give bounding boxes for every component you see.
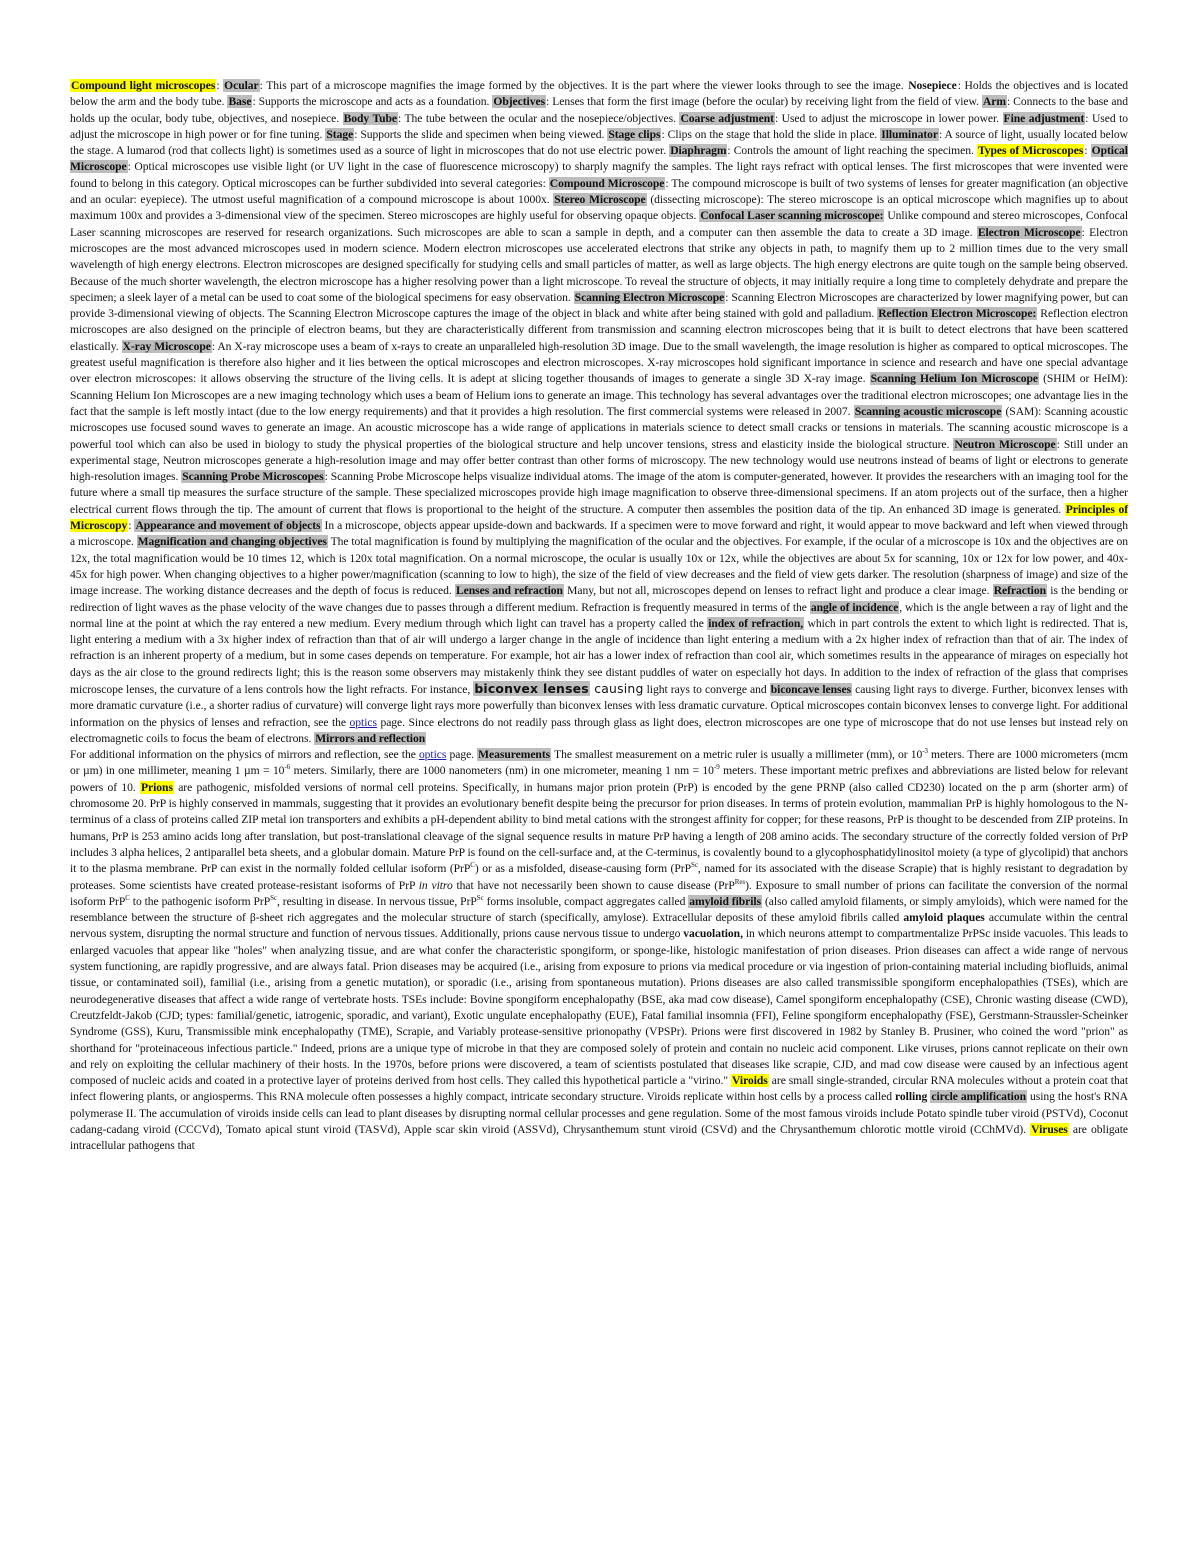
term-arm: Arm	[982, 95, 1006, 109]
text-optics-2: page.	[446, 748, 478, 762]
term-scanning-acoustic-microscope: Scanning acoustic microscope	[854, 404, 1002, 418]
superscript: Sc	[690, 861, 698, 870]
text-measurements-2: meters. There are 1000 micrometers (mcm or µm) in one millimeter, meaning 1 µm = 10	[70, 748, 1128, 778]
optics-link[interactable]: optics	[349, 715, 377, 729]
text-stage-clips: : Clips on the stage that hold the slide in place.	[661, 127, 881, 141]
text-optical-microscope: : Optical microscopes use visible light (or UV light in the case of fluorescence microscopy) to sharply magnify the samples. The light rays refract with optical lenses. The first microscopes that were invented were found to belong in this category. Optical microscopes can be further subdivided into several categories:	[70, 160, 1128, 190]
term-magnification: Magnification and changing objectives	[137, 535, 327, 549]
text-ocular: : This part of a microscope magnifies the image formed by the objectives. It is the part where the viewer looks through to see the image.	[259, 79, 908, 92]
term-circle-amplification: circle amplification	[931, 1090, 1026, 1104]
term-confocal-microscope: Confocal Laser scanning microscope:	[700, 209, 884, 223]
text-amyloid-fibrils: (also called amyloid filaments, or simply amyloids), which were named for the resemblance between the structure of β-sheet rich aggregates and the molecular structure of starch (specifically, amylose). Extracellular deposits of these amyloid fibrils called	[70, 894, 1128, 925]
text-prions-8: forms insoluble, compact aggregates called	[483, 894, 689, 908]
text-prions-1: are pathogenic, misfolded versions of normal cell proteins. Specifically, in humans major prion protein (PrP) is encoded by the gene PRNP (also called CD230) located on the p arm (shorter arm) of chromosome 20. PrP is highly conserved in mammals, suggesting that it provides an evolutionary benefit despite being the precursor for prion diseases. In terms of protein evolution, mammalian PrP is highly homologous to the N-terminus of a class of proteins called ZIP metal ion transporters and exhibits a pH-dependent ability to bind metal cations with the strongest affinity for copper; for these reasons, PrP is thought to be descended from ZIP proteins. In humans, PrP is 253 amino acids long after translation, but post-translational cleavage of the signal sequence results in mature PrP having a length of 208 amino acids. The secondary structure of the correctly folded version of PrP includes 3 alpha helices, 2 antiparallel beta sheets, and a globular domain. Mature PrP is found on the cell-surface and, at the C-terminus, is covalently bound to a glycophosphatidylinositol moiety (a type of glycolipid) that anchors it to the plasma membrane. PrP can exist in the normally folded cellular isoform (PrP	[70, 780, 1128, 876]
heading-types-of-microscopes: Types of Microscopes	[977, 144, 1084, 158]
term-appearance-movement: Appearance and movement of objects	[135, 519, 321, 533]
text-coarse-adjustment: : Used to adjust the microscope in lower power.	[774, 111, 1003, 125]
term-stage-clips: Stage clips	[608, 127, 661, 141]
text-viruses: are obligate intracellular pathogens that	[70, 1123, 1128, 1153]
term-angle-of-incidence: angle of incidence	[810, 600, 899, 614]
superscript: Sc	[476, 893, 484, 902]
superscript: C	[125, 893, 130, 902]
text-prions-4: that have not necessarily been shown to cause disease (PrP	[452, 878, 735, 892]
text-arm: : Connects to the base and holds up the ocular, body tube, objectives, and nosepiece.	[70, 95, 1128, 125]
text-confocal-microscope: Unlike compound and stereo microscopes, Confocal Laser scanning microscopes are reserved for research organizations. Such microscopes are able to scan a sample in depth, and a computer can then assemble the data to create a 3D image.	[70, 209, 1128, 239]
superscript: -3	[922, 747, 928, 756]
text-types: :	[1084, 144, 1091, 158]
term-scanning-helium-ion-microscope: Scanning Helium Ion Microscope	[870, 372, 1038, 386]
text-biconvex: light rays to converge and	[643, 682, 770, 696]
text-base: : Supports the microscope and acts as a foundation.	[252, 95, 493, 109]
term-reflection-electron-microscope: Reflection Electron Microscope:	[878, 307, 1037, 321]
text-vacuolation: in which neurons attempt to compartmentalize PrPSc inside vacuoles. This leads to enlarged vacuoles that appear like "holes" when analyzing tissue, and are what confer the characteristic spongiform, or sponge-like, histologic manifestation of prion diseases. Prion diseases can affect a wide range of nervous system functioning, are rapidly progressive, and are always fatal. Prion diseases may be acquired (i.e., arising from exposure to prions via medical procedure or via ingestion of prion-containing material including biofluids, animal tissue, or contaminated soil), familial (i.e., arising from a genetic mutation), or sporadic (i.e., arising from spontaneous mutation). Prions diseases are also called transmissible spongiform encephalopathies (TSEs), which are neurodegenerative diseases that affect a wide range of vertebrate hosts. TSEs include: Bovine spongiform encephalopathy (BSE, aka mad cow disease), Camel spongiform encephalopathy (CSE), Chronic wasting disease (CWD), Creutzfeldt-Jakob (CJD; types: familial/genetic, iatrogenic, sporadic, and variant), Exotic ungulate encephalopathy (EUE), Fatal familial insomnia (FFI), Feline spongiform encephalopathy (FSE), Gerstmann-Straussler-Scheinker Syndrome (GSS), Kuru, Transmissible mink encephalopathy (TME), Scrapie, and Variably protease-sensitive prionopathy (VPSPr). Prions were first discovered in 1982 by Stanley B. Prusiner, who coined the word "prion" as shorthand for "proteinaceous infectious particle." Indeed, prions are a unique type of microbe in that they are composed solely of protein and contain no nucleic acid component. Like viruses, prions cannot replicate on their own and rely on exploiting the cellular machinery of their hosts. In the 1970s, before prions were discovered, a team of scientists postulated that diseases like scrapie, CJD, and mad cow disease were caused by an infectious agent composed of nucleic acids and coated in a protective layer of proteins derived from host cells. They called this hypothetical particle a "virino."	[70, 927, 1128, 1088]
optics-link-2[interactable]: optics	[418, 748, 447, 762]
heading-prions: Prions	[141, 780, 173, 794]
term-lenses-refraction: Lenses and refraction	[455, 584, 563, 598]
superscript: Sc	[270, 893, 277, 902]
heading-viruses: Viruses	[1031, 1123, 1068, 1136]
text-neutron-microscope: : Still under an experimental stage, Neutron microscopes generate a high-resolution image and may offer better contrast than other forms of microscopy. The new technology would use neutrons instead of beams of light or electrons to generate high-resolution images.	[70, 437, 1128, 484]
term-xray-microscope: X-ray Microscope	[122, 339, 211, 353]
text-prions-3: , named for its associated with the disease Scrapie) that is highly resistant to degradation by proteases. Some scientists have created protease-resistant isoforms of PrP	[70, 862, 1129, 892]
text-mirrors: For additional information on the physics of mirrors and reflection, see the	[70, 748, 419, 762]
term-biconcave-lenses: biconcave lenses	[770, 682, 852, 696]
term-diaphragm: Diaphragm	[670, 144, 727, 158]
text-scanning-acoustic-microscope: (SAM): Scanning acoustic microscopes use focused sound waves to generate an image. An acoustic microscope has a wide range of applications in materials science to detect small cracks or tensions in materials. The scanning acoustic microscope is a powerful tool which can also be used in biology to study the physical properties of the biological structure and help uncover tensions, stress and elasticity inside the biological structure.	[70, 404, 1128, 451]
bold-amyloid-plaques: amyloid plaques	[903, 911, 985, 925]
text-circle-amplification: using the host's RNA polymerase II. The accumulation of viroids inside cells can lead to plant diseases by disrupting normal cellular processes and gene regulation. Some of the most famous viroids include Potato spindle tuber viroid (PSTVd), Coconut cadang-cadang viroid (CCCVd), Tomato apical stunt viroid (TASVd), Apple scar skin viroid (ASSVd), Chrysanthemum stunt viroid (CSVd) and the Chrysanthemum chlorotic mottle viroid (CChMVd).	[70, 1090, 1128, 1136]
term-refraction: Refraction	[993, 584, 1046, 598]
text-measurements-4: meters. These important metric prefixes and abbreviations are listed below for relevant powers of 10.	[70, 764, 1129, 794]
text-prions-6: to the pathogenic isoform PrP	[129, 894, 271, 908]
term-stage: Stage	[326, 127, 354, 141]
term-base: Base	[228, 95, 252, 109]
term-illuminator: Illuminator	[881, 127, 939, 141]
text-principles: :	[128, 519, 135, 533]
text-appearance-movement: In a microscope, objects appear upside-down and backwards. If a specimen were to move forward and right, it would appear to move backward and left when viewed through a microscope.	[70, 519, 1128, 549]
term-neutron-microscope: Neutron Microscope	[954, 437, 1056, 451]
bold-vacuolation: vacuolation,	[683, 927, 743, 941]
term-index-of-refraction: index of refraction,	[708, 616, 804, 630]
text-biconcave: causing light rays to diverge. Further, biconvex lenses with more dramatic curvature (i.e., a shorter radius of curvature) will converge light rays more powerfully than biconvex lenses with less dramatic curvature. Optical microscopes contain biconvex lenses to converge light. For additional information on the physics of lenses and refraction, see the	[70, 682, 1128, 729]
text-viroids: are small single-stranded, circular RNA molecules without a protein coat that infect flowering plants, or angiosperms. This RNA molecule often possesses a highly compact, intricate secondary structure. Viroids replicate within host cells by a process called	[70, 1074, 1128, 1104]
text-index-of-refraction: which in part controls the extent to which light is redirected. That is, light entering a medium with a 3x higher index of refraction than that of air will undergo a larger change in the angle of incidence than light entering a medium with a 2x higher index of refraction than that of air. The index of refraction is an inherent property of a medium, but in some cases depends on temperature. For example, hot air has a lower index of refraction than cool air, which sometimes results in the appearance of mirages on especially hot days as the air close to the ground redirects light; this is the reason some observers may mistakenly think they see distant puddles of water on especially hot days. In addition to the index of refraction of the glass that comprises microscope lenses, the curvature of a lens controls how the light refracts. For instance,	[70, 616, 1128, 696]
heading-compound-light-microscopes: Compound light microscopes	[71, 79, 216, 92]
text-optics-1: page. Since electrons do not readily pass through glass as light does, electron microscopes are one type of microscope that do not use lenses but instead rely on electromagnetic coils to focus the beam of electrons.	[70, 715, 1128, 745]
text-prions-5: ). Exposure to small number of prions can facilitate the conversion of the normal isoform PrP	[70, 878, 1128, 908]
text-lenses-refraction: Many, but not all, microscopes depend on lenses to refract light and produce a clear image.	[563, 584, 993, 598]
term-compound-microscope: Compound Microscope	[549, 176, 665, 190]
heading-viroids: Viroids	[732, 1074, 768, 1088]
text-scanning-probe-microscopes: : Scanning Probe Microscope helps visualize individual atoms. The image of the atom is computer-generated, however. It provides the researchers with an imaging tool for the future where a small tip measures the surface structure of the sample. These specialized microscopes provide high image magnification to observe three-dimensional specimens. If an atom projects out of the surface, then a higher electrical current flows through the tip. The amount of current that flows is proportional to the height of the structure. A computer then assembles the position data of the tip. An enhanced 3D image is generated.	[70, 470, 1128, 516]
bold-rolling: rolling	[895, 1090, 928, 1104]
text-stereo-microscope: (dissecting microscope): The stereo microscope is an optical microscope which magnifies up to about maximum 100x and provides a 3-dimensional view of the specimen. Stereo microscopes are highly useful for observing opaque objects.	[70, 193, 1128, 223]
text-xray-microscope: : An X-ray microscope uses a beam of x-rays to create an unparalleled high-resolution 3D image. Due to the small wavelength, the image resolution is higher as compared to optical microscopes. The greatest useful magnification is therefore also higher and it lies between the optical microscopes and electron microscopes. X-ray microscopes hold significant importance in science and research and have one special advantage over electron microscopes: it allows observing the structure of the living cells. It is adept at slicing together thousands of images to generate a single 3D X-ray image.	[70, 339, 1128, 386]
text-objectives: : Lenses that form the first image (before the ocular) by receiving light from the field of view.	[546, 95, 982, 109]
term-coarse-adjustment: Coarse adjustment	[680, 111, 774, 125]
term-nosepiece: Nosepiece	[908, 79, 957, 92]
superscript: -9	[713, 763, 720, 772]
superscript: -6	[284, 763, 291, 772]
text-electron-microscope: : Electron microscopes are the most advanced microscopes used in modern science. Modern electron microscopes use accelerated electrons that strike any objects in path, to magnify them up to 2 million times due to the very small wavelength of high energy electrons. Electron microscopes are designed specifically for studying cells and small particles of matter, as well as large objects. The high energy electrons are quite tough on the sample being observed. Because of the much shorter wavelength, the electron microscope has a higher resolving power than a light microscope. To reveal the structure of objects, it may initially require a long time to completely dehydrate and prepare the specimen; a sleek layer of a metal can be used to coat some of the biological specimens for easy observation.	[70, 225, 1128, 304]
text-measurements-3: meters. Similarly, there are 1000 nanometers (nm) in one micrometer, meaning 1 nm = 10	[290, 764, 714, 778]
text-scanning-electron-microscope: : Scanning Electron Microscopes are characterized by lower magnifying power, but can provide 3-dimensional viewing of objects. The Scanning Electron Microscope captures the image of the object in black and white after being stained with gold and palladium.	[70, 290, 1129, 321]
superscript: Res	[734, 877, 746, 886]
superscript: C	[470, 861, 475, 870]
text-body-tube: : The tube between the ocular and the nosepiece/objectives.	[397, 111, 680, 125]
term-objectives: Objectives	[493, 95, 546, 109]
text-stage: : Supports the slide and specimen when being viewed.	[354, 127, 608, 141]
text-fine-adjustment: : Used to adjust the microscope in high power or for fine tuning.	[70, 111, 1129, 141]
term-ocular: Ocular	[224, 79, 259, 92]
term-optical-microscope: Optical Microscope	[70, 144, 1128, 174]
term-amyloid-fibrils: amyloid fibrils	[689, 894, 762, 908]
text-biconvex-causing: causing	[589, 680, 644, 696]
term-measurements: Measurements	[478, 748, 551, 762]
text-scanning-helium-ion-microscope: (SHIM or HeIM): Scanning Helium Ion Microscopes are a new imaging technology which uses a beam of Helium ions to generate an image. This technology has several advantages over the traditional electron microscopes; one advantage lies in the fact that the sample is left mostly intact (due to the low energy requirements) and that it provides a high resolution. The first commercial systems were released in 2007.	[70, 372, 1128, 418]
text-reflection-electron-microscope: Reflection electron microscopes are also designed on the principle of electron beams, but they are characteristically different from transmission and scanning electron microscopes being that it is built to detect electrons that have been scattered elastically.	[70, 307, 1128, 353]
italic-in-vitro: in vitro	[418, 878, 453, 892]
text-compound-microscope: : The compound microscope is built of two systems of lenses for greater magnification (an objective and an ocular: eyepiece). The utmost useful magnification of a compound microscope is about 1000x.	[70, 176, 1128, 207]
text-magnification: The total magnification is found by multiplying the magnification of the ocular and the objectives. For example, if the ocular of a microscope is 10x and the objectives are on 12x, the total magnification would be 10 times 12, which is 120x total magnification. On a normal microscope, the ocular is usually 10x or 12x, while the objectives are about 5x for scanning, 10x or 12x for low power, and 40x-45x for high power. When changing objectives to a higher power/magnification (scanning to low to high), the size of the field of view decreases and the field of view gets darker. The resolution (sharpness of image) and size of the image increase. The working distance decreases and the depth of focus is reduced.	[70, 535, 1128, 598]
text-prions-2: ) or as a misfolded, disease-causing form (PrP	[474, 862, 691, 876]
heading-principles-of-microscopy: Principles of Microscopy	[70, 502, 1128, 533]
term-stereo-microscope: Stereo Microscope	[554, 193, 646, 207]
term-scanning-electron-microscope: Scanning Electron Microscope	[574, 290, 725, 304]
text-measurements-1: The smallest measurement on a metric ruler is usually a millimeter (mm), or 10	[551, 748, 923, 762]
document-body: Compound light microscopes: Ocular: This part of a microscope magnifies the image formed by the objectives. It is the part where the viewer looks through to see the image. Nosepiece: Holds the objectives and is located below the arm and the body tube. Base: Supports the microscope and acts as a foundation. Objectives: Lenses that form the first image (before the ocular) by receiving light from the field of view. Arm: Connects to the base and holds up the ocular, body tube, objectives, and nosepiece. Body Tube: The tube between the ocular and the nosepiece/objectives. Coarse adjustment: Used to adjust the microscope in lower power. Fine adjustment: Used to adjust the microscope in high power or for fine tuning. Stage: Supports the slide and specimen when being viewed. Stage clips: Clips on the stage that hold the slide in place. Illuminator: A source of light, usually located below the stage. A lumarod (rod that collects light) is sometimes used as a source of light in microscopes that do not use electric power. Diaphragm: Controls the amount of light reaching the specimen. Types of Microscopes: Optical Microscope: Optical microscopes use visible light (or UV light in the case of fluorescence microscopy) to sharply magnify the samples. The light rays refract with optical lenses. The first microscopes that were invented were found to belong in this category. Optical microscopes can be further subdivided into several categories: Compound Microscope: The compound microscope is built of two systems of lenses for greater magnification (an objective and an ocular: eyepiece). The utmost useful magnification of a compound microscope is about 1000x. Stereo Microscope (dissecting microscope): The stereo microscope is an optical microscope which magnifies up to about maximum 100x and provides a 3-dimensional view of the specimen. Stereo microscopes are highly useful for observing opaque objects. Confocal Laser scanning microscope: Unlike compound and stereo microscopes, Confocal Laser scanning microscopes are reserved for research organizations. Such microscopes are able to scan a sample in depth, and a computer can then assemble the data to create a 3D image. Electron Microscope: Electron microscopes are the most advanced microscopes used in modern science. Modern electron microscopes use accelerated electrons that strike any objects in path, to magnify them up to 2 million times due to the very small wavelength of high energy electrons. Electron microscopes are designed specifically for studying cells and small particles of matter, as well as large objects. The high energy electrons are quite tough on the sample being observed. Because of the much shorter wavelength, the electron microscope has a higher resolving power than a light microscope. To reveal the structure of objects, it may initially require a long time to completely dehydrate and prepare the specimen; a sleek layer of a metal can be used to coat some of the biological specimens for easy observation. Scanning Electron Microscope: Scanning Electron Microscopes are characterized by lower magnifying power, but can provide 3-dimensional viewing of objects. The Scanning Electron Microscope captures the image of the object in black and white after being stained with gold and palladium. Reflection Electron Microscope: Reflection electron microscopes are also designed on the principle of electron beams, but they are characteristically different from transmission and scanning electron microscopes being that it is built to detect electrons that have been scattered elastically. X-ray Microscope: An X-ray microscope uses a beam of x-rays to create an unparalleled high-resolution 3D image. Due to the small wavelength, the image resolution is higher as compared to optical microscopes. The greatest useful magnification is therefore also higher and it lies between the optical microscopes and electron microscopes. X-ray microscopes hold significant importance in science and research and have one special advantage over electron microscopes: it allows observing the structure of the living cells. It is adept at slicing together thousands of images to generate a single 3D X-ray image. Scanning Helium Ion Microscope (SHIM or HeIM): Scanning Helium Ion Microscopes are a new imaging technology which uses a beam of Helium ions to generate an image. This technology has several advantages over the traditional electron microscopes; one advantage lies in the fact that the sample is left mostly intact (due to the low energy requirements) and that it provides a high resolution. The first commercial systems were released in 2007. Scanning acoustic microscope (SAM): Scanning acoustic microscopes use focused sound waves to generate an image. An acoustic microscope has a wide range of applications in materials science to detect small cracks or tensions in materials. The scanning acoustic microscope is a powerful tool which can also be used in biology to study the physical properties of the biological structure and help uncover tensions, stress and elasticity inside the biological structure. Neutron Microscope: Still under an experimental stage, Neutron microscopes generate a high-resolution image and may offer better contrast than other forms of microscopy. The new technology would use neutrons instead of beams of light or electrons to generate high-resolution images. Scanning Probe Microscopes: Scanning Probe Microscope helps visualize individual atoms. The image of the atom is computer-generated, however. It provides the researchers with an imaging tool for the future where a small tip measures the surface structure of the sample. These specialized microscopes provide high image magnification to observe three-dimensional specimens. If an atom projects out of the surface, then a higher electrical current flows through the tip. The amount of current that flows is proportional to the height of the structure. A computer then assembles the position data of the tip. An enhanced 3D image is generated. Principles of Microscopy: Appearance and movement of objects In a microscope, objects appear upside-down and backwards. If a specimen were to move forward and right, it would appear to move backward and left when viewed through a microscope. Magnification and changing objectives The total magnification is found by multiplying the magnification of the ocular and the objectives. For example, if the ocular of a microscope is 10x and the objectives are on 12x, the total magnification would be 10 times 12, which is 120x total magnification. On a normal microscope, the ocular is usually 10x or 12x, while the objectives are about 5x for scanning, 10x or 12x for low power, and 40x-45x for high power. When changing objectives to a higher power/magnification (scanning to low to high), the size of the field of view decreases and the field of view gets darker. The resolution (sharpness of image) and size of the image increase. The working distance decreases and the depth of focus is reduced. Lenses and refraction Many, but not all, microscopes depend on lenses to refract light and produce a clear image. Refraction is the bending or redirection of light waves as the phase velocity of the wave changes due to passes through a different medium. Refraction is frequently measured in terms of the angle of incidence, which is the angle between a ray of light and the normal line at the point at which the ray entered a new medium. Every medium through which light can travel has a property called the index of refraction, which in part controls the extent to which light is redirected. That is, light entering a medium with a 3x higher index of refraction than that of air will undergo a larger change in the angle of incidence than light entering a medium with a 2x higher index of refraction than that of air. The index of refraction is an inherent property of a medium, but in some cases depends on temperature. For example, hot air has a lower index of refraction than cool air, which sometimes results in the appearance of mirages on especially hot days as the air close to the ground redirects light; this is the reason some observers may mistakenly think they see distant puddles of water on especially hot days. In addition to the index of refraction of the glass that comprises microscope lenses, the curvature of a lens controls how the light refracts. For instance, biconvex lenses causing light rays to converge and biconcave lenses causing light rays to diverge. Further, biconvex lenses with more dramatic curvature (i.e., a shorter radius of curvature) will converge light rays more powerfully than biconvex lenses with less dramatic curvature. Optical microscopes contain biconvex lenses to converge light. For additional information on the physics of lenses and refraction, see the optics page. Since electrons do not readily pass through glass as light does, electron microscopes are one type of microscope that do not use lenses but instead rely on electromagnetic coils to focus the beam of electrons. Mirrors and reflection For additional information on the physics of mirrors and reflection, see the optics page. Measurements The smallest measurement on a metric ruler is usually a millimeter (mm), or $10^{-3}$ meters. There are 1000 micrometers (mcm or µm) in one millimeter, meaning 1 $\mu m = 10^{-6}$ meters. Similarly, there are 1000 nanometers (nm) in one micrometer, meaning 1 nm = $10^{-9}$ meters. These important metric prefixes and abbreviations are listed below for relevant powers of 10. Prions are pathogenic, misfolded versions of normal cell proteins. Specifically, in humans major prion protein (PrP) is encoded by the gene PRNP (also called CD230) located on the p arm (shorter arm) of chromosome 20. PrP is highly conserved in mammals, suggesting that it provides an evolutionary benefit despite being the precursor for prion diseases. In terms of protein evolution, mammalian PrP is highly homologous to the N-terminus of a class of proteins called ZIP metal ion transporters and exhibits a pH-dependent ability to bind metal cations with the strongest affinity for copper; for these reasons, PrP is thought to be descended from ZIP proteins. In humans, PrP is 253 amino acids long after translation, but post-translational cleavage of the signal sequence results in mature PrP having a length of 208 amino acids. The secondary structure of the correctly folded version of PrP includes 3 alpha helices, 2 antiparallel beta sheets, and a globular domain. Mature PrP is found on the cell-surface and, at the C-terminus, is covalently bound to a glycophosphatidylinositol moiety (a type of glycolipid) that anchors it to the plasma membrane. PrP can exist in the normally folded cellular isoform (PrP$^C$) or as a misfolded, disease-causing form (PrP$^{Sc}$, named for its associated with the disease Scrapie) that is highly resistant to degradation by proteases. Some scientists have created protease-resistant isoforms of PrP in vitro that have not necessarily been shown to cause disease (PrP$^{Res}$). Exposure to small number of prions can facilitate the conversion of the normal isoform PrP$^C$ to the pathogenic isoform PrP$^{Sc}$, resulting in disease. In nervous tissue, PrP$^{Sc}$ forms insoluble, compact aggregates called amyloid fibrils (also called amyloid filaments, or simply amyloids), which were named for the resemblance between the structure of β-sheet rich aggregates and the molecular structure of starch (specifically, amylose). Extracellular deposits of these amyloid fibrils called amyloid plaques accumulate within the central nervous system, disrupting the normal structure and function of nervous tissues. Additionally, prions cause nervous tissue to undergo vacuolation, in which neurons attempt to compartmentalize PrPSc inside vacuoles. This leads to enlarged vacuoles that appear like "holes" when analyzing tissue, and are what confer the characteristic spongiform, or sponge-like, histologic manifestation of prion diseases. Prion diseases can affect a wide range of nervous system functioning, are rapidly progressive, and are always fatal. Prion diseases may be acquired (i.e., arising from exposure to prions via medical procedure or via ingestion of prion-containing material including biofluids, animal tissue, or contaminated soil), familial (i.e., arising from a genetic mutation), or sporadic (i.e., arising from spontaneous mutation). Prions diseases are also called transmissible spongiform encephalopathies (TSEs), which are neurodegenerative diseases that affect a wide range of vertebrate hosts. TSEs include: Bovine spongiform encephalopathy (BSE, aka mad cow disease), Camel spongiform encephalopathy (CSE), Chronic wasting disease (CWD), Creutzfeldt-Jakob (CJD; types: familial/genetic, iatrogenic, sporadic, and variant), Exotic ungulate encephalopathy (EUE), Fatal familial insomnia (FFI), Feline spongiform encephalopathy (FSE), Gerstmann-Straussler-Scheinker Syndrome (GSS), Kuru, Transmissible mink encephalopathy (TME), Scrapie, and Variably protease-sensitive prionopathy (VPSPr). Prions were first discovered in 1982 by Stanley B. Prusiner, who coined the word "prion" as shorthand for "proteinaceous infectious particle." Indeed, prions are a unique type of microbe in that they are composed solely of protein and contain no nucleic acid component. Like viruses, prions cannot replicate on their own and rely on exploiting the cellular machinery of their hosts. In the 1970s, before prions were discovered, a team of scientists postulated that diseases like scrapie, CJD, and mad cow disease were caused by an infectious agent composed of nucleic acids and coated in a protective layer of proteins derived from host cells. They called this hypothetical particle a "virino." Viroids are small single-stranded, circular RNA molecules without a protein coat that infect flowering plants, or angiosperms. This RNA molecule often possesses a highly compact, intricate secondary structure. Viroids replicate within host cells by a process called rolling circle amplification using the host's RNA polymerase II. The accumulation of viroids inside cells can lead to plant diseases by disrupting normal cellular processes and gene regulation. Some of the most famous viroids include Potato spindle tuber viroid (PSTVd), Coconut cadang-cadang viroid (CCCVd), Tomato apical stunt viroid (TASVd), Apple scar skin viroid (ASSVd), Chrysanthemum stunt viroid (CSVd) and the Chrysanthemum chlorotic mottle viroid (CChMVd). Viruses are obligate intracellular pathogens that	[70, 78, 1128, 1155]
term-mirrors-reflection: Mirrors and reflection	[315, 731, 426, 745]
text-nosepiece: : Holds the objectives and is located below the arm and the body tube.	[70, 79, 1129, 109]
text-prions-7: , resulting in disease. In nervous tissue, PrP	[277, 894, 477, 908]
text-angle-of-incidence: , which is the angle between a ray of light and the normal line at the point at which the ray entered a new medium. Every medium through which light can travel has a property called the	[70, 600, 1128, 630]
text-illuminator: : A source of light, usually located below the stage. A lumarod (rod that collects light) is sometimes used as a source of light in microscopes that do not use electric power.	[70, 127, 1128, 158]
term-electron-microscope: Electron Microscope	[977, 225, 1081, 239]
mirrors-paragraph	[70, 747, 1128, 1154]
term-body-tube: Body Tube	[343, 111, 397, 125]
text-refraction: is the bending or redirection of light waves as the phase velocity of the wave changes due to passes through a different medium. Refraction is frequently measured in terms of the	[70, 584, 1129, 614]
term-fine-adjustment: Fine adjustment	[1003, 111, 1085, 125]
term-scanning-probe-microscopes: Scanning Probe Microscopes	[182, 470, 324, 484]
text-amyloid-plaques: accumulate within the central nervous system, disrupting the normal structure and function of nervous tissues. Additionally, prions cause nervous tissue to undergo	[70, 911, 1129, 941]
term-biconvex-lenses: biconvex lenses	[474, 680, 589, 696]
text-diaphragm: : Controls the amount of light reaching the specimen.	[727, 144, 977, 158]
